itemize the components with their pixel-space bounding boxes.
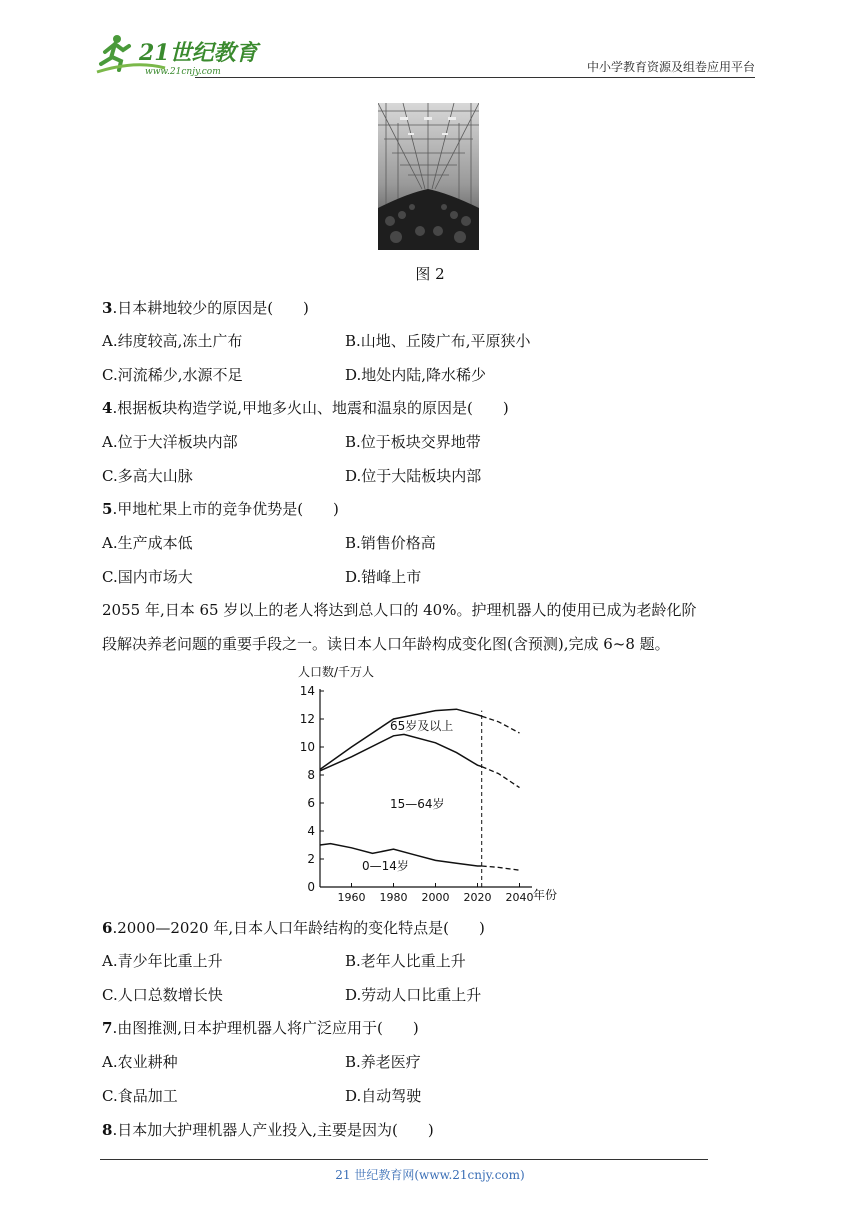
series-projection-under65 — [482, 767, 520, 788]
question-6-stem: .2000—2020 年,日本人口年龄结构的变化特点是( ) — [112, 919, 485, 937]
question-5-option-d: D.错峰上市 — [345, 568, 422, 586]
question-6-option-a: A.青少年比重上升 — [102, 952, 223, 970]
y-tick-label: 6 — [307, 796, 315, 810]
question-5-stem: .甲地杧果上市的竞争优势是( ) — [112, 500, 339, 518]
x-tick-label: 1980 — [379, 891, 408, 904]
question-4-stem: .根据板块构造学说,甲地多火山、地震和温泉的原因是( ) — [112, 399, 509, 417]
y-tick-label: 0 — [307, 880, 315, 894]
passage-line-1: 2055 年,日本 65 岁以上的老人将达到总人口的 40%。护理机器人的使用已成为老龄化阶 — [102, 601, 697, 619]
passage-line-2: 段解决养老问题的重要手段之一。读日本人口年龄构成变化图(含预测),完成 6~8 题。 — [102, 635, 670, 653]
figure-2-caption: 图 2 — [415, 265, 445, 283]
question-8-number: 8 — [102, 1121, 113, 1139]
y-tick-label: 14 — [299, 684, 315, 698]
x-tick-label: 2020 — [463, 891, 492, 904]
header-platform-text: 中小学教育资源及组卷应用平台 — [586, 60, 755, 74]
footer-text: 21 世纪教育网(www.21cnjy.com) — [335, 1168, 525, 1182]
question-5 — [102, 499, 339, 519]
question-3-option-a: A.纬度较高,冻土广布 — [102, 332, 243, 350]
chart-y-axis-label: 人口数/千万人 — [298, 665, 375, 679]
question-3-option-b: B.山地、丘陵广布,平原狭小 — [345, 332, 531, 350]
question-7-option-a: A.农业耕种 — [102, 1053, 178, 1071]
question-7-option-d: D.自动驾驶 — [345, 1087, 422, 1105]
question-7 — [102, 1018, 419, 1038]
question-6-option-c: C.人口总数增长快 — [102, 986, 223, 1004]
y-tick-label: 2 — [307, 852, 315, 866]
question-5-number: 5 — [102, 500, 113, 518]
question-4-option-c: C.多高大山脉 — [102, 467, 193, 485]
series-projection-under15 — [482, 866, 520, 870]
chart-x-axis-label: 年份 — [533, 888, 558, 902]
site-logo — [95, 30, 295, 80]
footer-divider — [100, 1159, 708, 1160]
question-6-option-d: D.劳动人口比重上升 — [345, 986, 482, 1004]
question-5-option-c: C.国内市场大 — [102, 568, 193, 586]
region-label-65-plus: 65岁及以上 — [390, 719, 454, 733]
region-label-0-14: 0—14岁 — [362, 859, 409, 873]
question-3-option-d: D.地处内陆,降水稀少 — [345, 366, 487, 384]
x-tick-label: 1960 — [337, 891, 366, 904]
question-5-option-a: A.生产成本低 — [102, 534, 193, 552]
question-7-stem: .由图推测,日本护理机器人将广泛应用于( ) — [112, 1019, 419, 1037]
question-4-number: 4 — [102, 399, 113, 417]
question-5-option-b: B.销售价格高 — [345, 534, 436, 552]
question-7-option-c: C.食品加工 — [102, 1087, 178, 1105]
question-3-stem: .日本耕地较少的原因是( ) — [112, 299, 309, 317]
question-6 — [102, 918, 485, 938]
page-header — [95, 30, 755, 80]
question-8-stem: .日本加大护理机器人产业投入,主要是因为( ) — [112, 1121, 434, 1139]
y-tick-label: 8 — [307, 768, 315, 782]
question-6-option-b: B.老年人比重上升 — [345, 952, 466, 970]
question-4-option-a: A.位于大洋板块内部 — [102, 433, 238, 451]
y-tick-label: 4 — [307, 824, 315, 838]
question-4-option-b: B.位于板块交界地带 — [345, 433, 481, 451]
question-6-number: 6 — [102, 919, 113, 937]
y-tick-label: 12 — [299, 712, 315, 726]
question-3 — [102, 298, 309, 318]
region-label-15-64: 15—64岁 — [390, 797, 445, 811]
population-age-chart — [290, 662, 570, 906]
logo-url: www.21cnjy.com — [145, 67, 221, 77]
chart-ticks — [300, 684, 534, 904]
y-tick-label: 10 — [299, 740, 315, 754]
logo-text: 21世纪教育 — [139, 40, 258, 66]
question-4-option-d: D.位于大陆板块内部 — [345, 467, 482, 485]
x-tick-label: 2000 — [421, 891, 450, 904]
question-8 — [102, 1120, 434, 1140]
question-3-number: 3 — [102, 299, 113, 317]
greenhouse-photo — [378, 103, 479, 250]
question-4 — [102, 398, 509, 418]
question-7-number: 7 — [102, 1019, 113, 1037]
series-projection-total — [482, 716, 520, 733]
header-divider — [195, 77, 755, 78]
x-tick-label: 2040 — [505, 891, 534, 904]
question-3-option-c: C.河流稀少,水源不足 — [102, 366, 243, 384]
question-7-option-b: B.养老医疗 — [345, 1053, 421, 1071]
